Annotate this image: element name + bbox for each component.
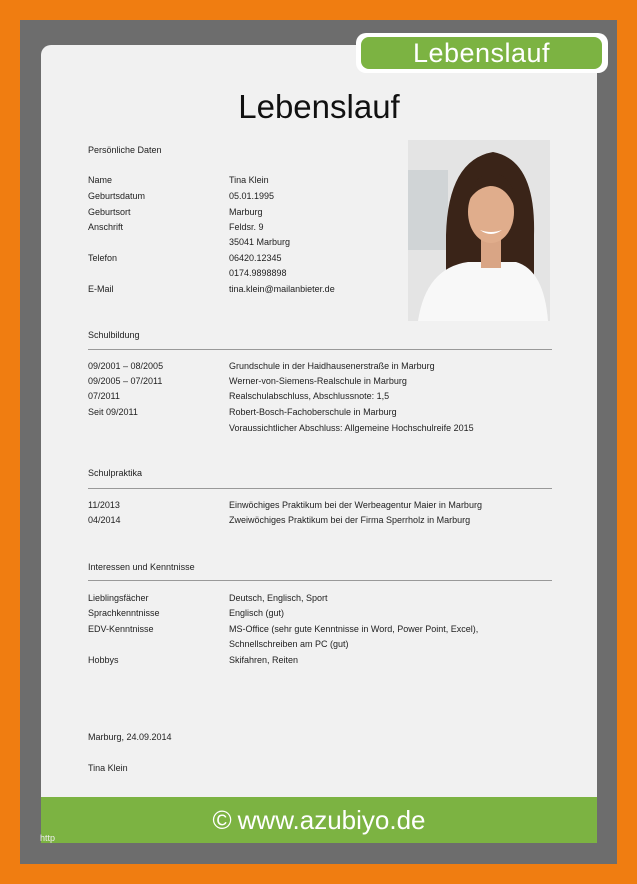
internship-label-1: 11/2013: [88, 500, 120, 510]
header-tab: Lebenslauf: [361, 37, 602, 69]
footer-banner: [41, 797, 597, 843]
interests-value-it-2: Schnellschreiben am PC (gut): [229, 639, 349, 649]
interests-label-hobbies: Hobbys: [88, 655, 119, 665]
internship-label-2: 04/2014: [88, 515, 121, 525]
personal-value-mobile: 0174.9898898: [229, 268, 287, 278]
copyright-icon: ©: [212, 804, 232, 835]
school-label-2: 09/2005 – 07/2011: [88, 376, 163, 386]
http-label: http: [40, 833, 56, 843]
personal-value-birthplace: Marburg: [229, 207, 263, 217]
school-label-1: 09/2001 – 08/2005: [88, 361, 164, 371]
personal-value-address-city: 35041 Marburg: [229, 237, 291, 247]
school-value-2: Werner-von-Siemens-Realschule in Marburg: [229, 376, 407, 386]
interests-value-hobbies: Skifahren, Reiten: [229, 655, 299, 665]
page-title: Lebenslauf: [238, 88, 400, 125]
personal-value-name: Tina Klein: [229, 175, 269, 185]
personal-label-phone: Telefon: [88, 253, 118, 263]
personal-value-email: tina.klein@mailanbieter.de: [229, 284, 335, 294]
personal-label-email: E-Mail: [88, 284, 114, 294]
school-value-5: Voraussichtlicher Abschluss: Allgemeine Hochschulreife 2015: [229, 423, 474, 433]
interests-value-subjects: Deutsch, Englisch, Sport: [229, 593, 328, 603]
personal-value-phone: 06420.12345: [229, 253, 282, 263]
school-value-4: Robert-Bosch-Fachoberschule in Marburg: [229, 407, 397, 417]
school-label-4: Seit 09/2011: [88, 407, 138, 417]
internship-value-1: Einwöchiges Praktikum bei der Werbeagentur Maier in Marburg: [229, 500, 482, 510]
footer-website[interactable]: www.azubiyo.de: [237, 804, 426, 835]
interests-value-it: MS-Office (sehr gute Kenntnisse in Word, Power Point, Excel),: [229, 624, 479, 634]
interests-label-it: EDV-Kenntnisse: [88, 624, 154, 634]
interests-label-languages: Sprachkenntnisse: [88, 608, 160, 618]
personal-label-birthdate: Geburtsdatum: [88, 191, 146, 201]
portrait-photo-icon: [408, 140, 550, 321]
section-heading-personal: Persönliche Daten: [88, 145, 162, 155]
school-label-3: 07/2011: [88, 391, 120, 401]
interests-label-subjects: Lieblingsfächer: [88, 593, 149, 603]
section-divider: [88, 580, 552, 581]
section-heading-interests: Interessen und Kenntnisse: [88, 562, 195, 572]
personal-value-address-street: Feldsr. 9: [229, 222, 264, 232]
signature-name: Tina Klein: [88, 763, 128, 773]
interests-value-languages: Englisch (gut): [229, 608, 285, 618]
internship-value-2: Zweiwöchiges Praktikum bei der Firma Sperrholz in Marburg: [229, 515, 471, 525]
personal-value-birthdate: 05.01.1995: [229, 191, 275, 201]
personal-label-birthplace: Geburtsort: [88, 207, 131, 217]
section-divider: [88, 488, 552, 489]
section-divider: [88, 349, 552, 350]
school-value-3: Realschulabschluss, Abschlussnote: 1,5: [229, 391, 390, 401]
school-value-1: Grundschule in der Haidhausenerstraße in Marburg: [229, 361, 435, 371]
signature-place-date: Marburg, 24.09.2014: [88, 732, 172, 742]
portrait-photo: [408, 140, 550, 321]
section-heading-school: Schulbildung: [88, 330, 140, 340]
section-heading-internships: Schulpraktika: [88, 468, 143, 478]
personal-label-address: Anschrift: [88, 222, 124, 232]
personal-label-name: Name: [88, 175, 113, 185]
